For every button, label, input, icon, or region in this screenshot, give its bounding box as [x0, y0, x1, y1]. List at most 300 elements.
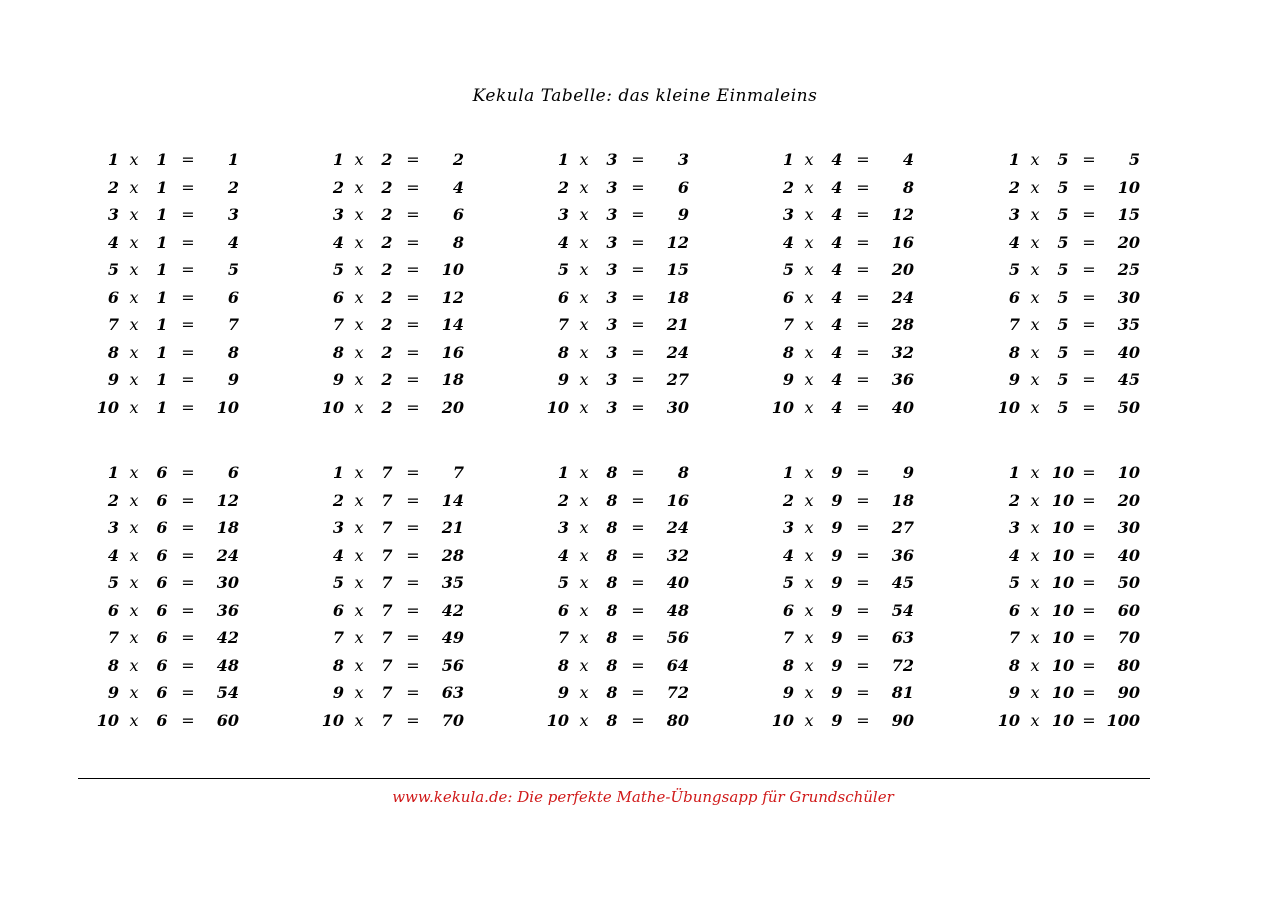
equals-sign: = — [856, 370, 870, 389]
multiplicand: 6 — [557, 600, 569, 620]
equals-sign: = — [856, 710, 870, 730]
equals-sign: = — [631, 315, 645, 334]
equals-sign: = — [1082, 177, 1096, 197]
multiplier: 10 — [1051, 545, 1075, 565]
product: 4 — [452, 177, 464, 197]
multiplier: 3 — [606, 397, 618, 417]
product: 10 — [1117, 463, 1140, 482]
product: 20 — [441, 397, 464, 417]
multiplicand: 5 — [332, 260, 344, 279]
equation-row — [543, 711, 733, 739]
equals-sign: = — [856, 342, 870, 362]
multiplier: 3 — [606, 150, 618, 169]
product: 80 — [1117, 655, 1140, 675]
product: 5 — [227, 260, 239, 279]
multiplier: 1 — [156, 342, 168, 362]
times-sign: x — [129, 397, 139, 417]
times-table-5 — [994, 150, 1184, 425]
multiplier: 6 — [156, 655, 168, 675]
multiplier: 8 — [606, 710, 618, 730]
multiplier: 10 — [1051, 683, 1075, 702]
times-sign: x — [804, 370, 814, 389]
equals-sign: = — [181, 628, 195, 647]
multiplicand: 8 — [332, 655, 344, 675]
multiplicand: 4 — [782, 232, 794, 252]
multiplier: 8 — [606, 628, 618, 647]
equation-row — [994, 656, 1184, 684]
multiplicand: 9 — [107, 683, 119, 702]
product: 8 — [677, 463, 689, 482]
multiplier: 4 — [831, 287, 843, 307]
times-sign: x — [1030, 342, 1040, 362]
footer-link[interactable]: www.kekula.de: Die perfekte Mathe-Übungsapp für Grundschüler — [392, 788, 894, 806]
multiplier: 10 — [1051, 573, 1075, 592]
multiplicand: 3 — [782, 205, 794, 224]
product: 28 — [441, 545, 464, 565]
multiplier: 9 — [831, 518, 843, 537]
multiplier: 2 — [381, 177, 393, 197]
times-table-3 — [543, 150, 733, 425]
multiplier: 4 — [831, 205, 843, 224]
equals-sign: = — [406, 518, 420, 537]
product: 30 — [216, 573, 239, 592]
times-sign: x — [354, 683, 364, 702]
multiplicand: 10 — [96, 397, 119, 417]
equation-row — [318, 370, 508, 398]
multiplier: 8 — [606, 600, 618, 620]
equation-row — [994, 463, 1184, 491]
equals-sign: = — [406, 205, 420, 224]
times-sign: x — [579, 205, 589, 224]
product: 60 — [1117, 600, 1140, 620]
equals-sign: = — [181, 177, 195, 197]
times-sign: x — [1030, 232, 1040, 252]
multiplier: 1 — [156, 370, 168, 389]
times-sign: x — [1030, 628, 1040, 647]
multiplier: 3 — [606, 260, 618, 279]
multiplicand: 9 — [332, 370, 344, 389]
times-sign: x — [129, 370, 139, 389]
equals-sign: = — [1082, 490, 1096, 510]
equation-row — [768, 315, 958, 343]
equation-row — [318, 343, 508, 371]
times-sign: x — [579, 655, 589, 675]
equation-row — [543, 491, 733, 519]
product: 72 — [891, 655, 914, 675]
product: 30 — [1117, 518, 1140, 537]
product: 64 — [666, 655, 689, 675]
product: 56 — [441, 655, 464, 675]
multiplier: 10 — [1051, 518, 1075, 537]
multiplicand: 8 — [557, 342, 569, 362]
multiplicand: 7 — [782, 315, 794, 334]
multiplicand: 6 — [782, 600, 794, 620]
equals-sign: = — [181, 260, 195, 279]
times-sign: x — [804, 545, 814, 565]
equals-sign: = — [631, 518, 645, 537]
equals-sign: = — [181, 370, 195, 389]
multiplier: 8 — [606, 545, 618, 565]
equals-sign: = — [1082, 150, 1096, 169]
equation-row — [543, 315, 733, 343]
multiplier: 5 — [1057, 370, 1069, 389]
equals-sign: = — [406, 287, 420, 307]
multiplicand: 6 — [107, 600, 119, 620]
times-sign: x — [1030, 518, 1040, 537]
multiplicand: 2 — [332, 490, 344, 510]
multiplier: 4 — [831, 397, 843, 417]
multiplier: 9 — [831, 573, 843, 592]
multiplier: 5 — [1057, 232, 1069, 252]
equals-sign: = — [181, 287, 195, 307]
multiplicand: 10 — [771, 710, 794, 730]
times-sign: x — [804, 260, 814, 279]
multiplier: 9 — [831, 683, 843, 702]
equation-row — [543, 656, 733, 684]
equals-sign: = — [1082, 205, 1096, 224]
product: 28 — [891, 315, 914, 334]
equals-sign: = — [1082, 683, 1096, 702]
equation-row — [93, 518, 283, 546]
equation-row — [768, 260, 958, 288]
equals-sign: = — [406, 600, 420, 620]
product: 42 — [216, 628, 239, 647]
times-sign: x — [579, 710, 589, 730]
multiplier: 6 — [156, 600, 168, 620]
product: 10 — [216, 397, 239, 417]
multiplicand: 10 — [771, 397, 794, 417]
equation-row — [994, 315, 1184, 343]
multiplicand: 10 — [321, 397, 344, 417]
multiplier: 7 — [381, 683, 393, 702]
equals-sign: = — [856, 177, 870, 197]
equals-sign: = — [631, 342, 645, 362]
multiplier: 5 — [1057, 177, 1069, 197]
times-sign: x — [579, 490, 589, 510]
product: 4 — [227, 232, 239, 252]
equals-sign: = — [181, 545, 195, 565]
product: 24 — [891, 287, 914, 307]
multiplier: 10 — [1051, 710, 1075, 730]
times-sign: x — [354, 177, 364, 197]
equation-row — [318, 601, 508, 629]
equation-row — [543, 546, 733, 574]
equals-sign: = — [631, 260, 645, 279]
equation-row — [318, 288, 508, 316]
multiplicand: 3 — [1008, 205, 1020, 224]
equation-row — [994, 398, 1184, 426]
times-sign: x — [129, 710, 139, 730]
times-sign: x — [804, 518, 814, 537]
equation-row — [543, 518, 733, 546]
times-sign: x — [579, 232, 589, 252]
multiplicand: 9 — [332, 683, 344, 702]
multiplier: 4 — [831, 315, 843, 334]
multiplier: 5 — [1057, 260, 1069, 279]
multiplicand: 8 — [332, 342, 344, 362]
product: 15 — [666, 260, 689, 279]
multiplicand: 6 — [557, 287, 569, 307]
equation-row — [768, 683, 958, 711]
product: 6 — [452, 205, 464, 224]
equation-row — [93, 463, 283, 491]
times-sign: x — [1030, 205, 1040, 224]
product: 60 — [216, 710, 239, 730]
multiplier: 5 — [1057, 315, 1069, 334]
multiplier: 7 — [381, 573, 393, 592]
equation-row — [994, 370, 1184, 398]
multiplicand: 4 — [107, 545, 119, 565]
multiplier: 9 — [831, 545, 843, 565]
multiplier: 4 — [831, 370, 843, 389]
times-sign: x — [354, 150, 364, 169]
times-sign: x — [354, 710, 364, 730]
times-sign: x — [804, 600, 814, 620]
times-sign: x — [579, 287, 589, 307]
product: 50 — [1117, 573, 1140, 592]
multiplier: 2 — [381, 205, 393, 224]
multiplier: 7 — [381, 545, 393, 565]
multiplier: 2 — [381, 370, 393, 389]
multiplicand: 7 — [1008, 315, 1020, 334]
multiplicand: 7 — [1008, 628, 1020, 647]
times-sign: x — [579, 260, 589, 279]
multiplicand: 8 — [782, 655, 794, 675]
equals-sign: = — [1082, 397, 1096, 417]
multiplier: 1 — [156, 397, 168, 417]
multiplicand: 2 — [107, 490, 119, 510]
times-sign: x — [129, 232, 139, 252]
equals-sign: = — [856, 205, 870, 224]
times-sign: x — [129, 600, 139, 620]
multiplier: 6 — [156, 463, 168, 482]
multiplier: 4 — [831, 177, 843, 197]
equation-row — [93, 683, 283, 711]
equals-sign: = — [406, 232, 420, 252]
multiplicand: 1 — [782, 150, 794, 169]
product: 27 — [666, 370, 689, 389]
multiplicand: 8 — [107, 342, 119, 362]
equation-row — [768, 205, 958, 233]
times-table-6 — [93, 463, 283, 738]
multiplicand: 10 — [546, 397, 569, 417]
equation-row — [768, 343, 958, 371]
multiplicand: 7 — [782, 628, 794, 647]
equation-row — [93, 370, 283, 398]
product: 20 — [1117, 490, 1140, 510]
multiplier: 8 — [606, 518, 618, 537]
product: 54 — [891, 600, 914, 620]
equals-sign: = — [856, 150, 870, 169]
multiplier: 3 — [606, 205, 618, 224]
equation-row — [768, 370, 958, 398]
multiplier: 8 — [606, 683, 618, 702]
multiplier: 6 — [156, 518, 168, 537]
equation-row — [994, 546, 1184, 574]
equals-sign: = — [1082, 287, 1096, 307]
equals-sign: = — [406, 315, 420, 334]
equals-sign: = — [1082, 628, 1096, 647]
equals-sign: = — [181, 518, 195, 537]
equals-sign: = — [1082, 463, 1096, 482]
product: 70 — [1117, 628, 1140, 647]
multiplicand: 1 — [107, 150, 119, 169]
multiplicand: 6 — [107, 287, 119, 307]
product: 30 — [1117, 287, 1140, 307]
times-table-2 — [318, 150, 508, 425]
times-sign: x — [354, 655, 364, 675]
multiplicand: 8 — [1008, 655, 1020, 675]
multiplier: 2 — [381, 287, 393, 307]
product: 63 — [441, 683, 464, 702]
product: 6 — [227, 287, 239, 307]
product: 12 — [666, 232, 689, 252]
equation-row — [994, 601, 1184, 629]
product: 18 — [441, 370, 464, 389]
times-sign: x — [804, 232, 814, 252]
multiplicand: 5 — [107, 260, 119, 279]
equation-row — [994, 491, 1184, 519]
equals-sign: = — [406, 397, 420, 417]
multiplicand: 2 — [107, 177, 119, 197]
multiplier: 10 — [1051, 600, 1075, 620]
equation-row — [768, 233, 958, 261]
equals-sign: = — [406, 655, 420, 675]
page-title: Kekula Tabelle: das kleine Einmaleins — [472, 86, 818, 106]
multiplier: 10 — [1051, 463, 1075, 482]
equation-row — [768, 288, 958, 316]
multiplier: 2 — [381, 232, 393, 252]
product: 63 — [891, 628, 914, 647]
times-sign: x — [129, 490, 139, 510]
equation-row — [318, 518, 508, 546]
times-sign: x — [804, 628, 814, 647]
equation-row — [93, 315, 283, 343]
multiplicand: 2 — [782, 490, 794, 510]
multiplicand: 2 — [1008, 177, 1020, 197]
equation-row — [994, 573, 1184, 601]
product: 21 — [666, 315, 689, 334]
multiplier: 6 — [156, 710, 168, 730]
multiplicand: 1 — [332, 463, 344, 482]
equals-sign: = — [406, 573, 420, 592]
multiplier: 10 — [1051, 655, 1075, 675]
product: 4 — [902, 150, 914, 169]
equals-sign: = — [631, 205, 645, 224]
product: 40 — [891, 397, 914, 417]
tables-row-1-5 — [0, 150, 1280, 440]
multiplicand: 1 — [1008, 150, 1020, 169]
product: 70 — [441, 710, 464, 730]
equation-row — [768, 628, 958, 656]
product: 24 — [666, 518, 689, 537]
multiplier: 9 — [831, 655, 843, 675]
equation-row — [994, 288, 1184, 316]
multiplier: 7 — [381, 518, 393, 537]
times-sign: x — [129, 573, 139, 592]
multiplier: 1 — [156, 315, 168, 334]
equals-sign: = — [631, 490, 645, 510]
equals-sign: = — [1082, 573, 1096, 592]
equation-row — [543, 683, 733, 711]
multiplicand: 9 — [557, 370, 569, 389]
times-table-9 — [768, 463, 958, 738]
equation-row — [543, 370, 733, 398]
multiplier: 5 — [1057, 287, 1069, 307]
equals-sign: = — [856, 655, 870, 675]
product: 8 — [452, 232, 464, 252]
product: 54 — [216, 683, 239, 702]
multiplier: 1 — [156, 232, 168, 252]
product: 12 — [441, 287, 464, 307]
multiplier: 5 — [1057, 205, 1069, 224]
equals-sign: = — [406, 342, 420, 362]
times-sign: x — [354, 545, 364, 565]
equals-sign: = — [631, 628, 645, 647]
times-sign: x — [804, 490, 814, 510]
multiplier: 9 — [831, 710, 843, 730]
equation-row — [543, 463, 733, 491]
equals-sign: = — [406, 545, 420, 565]
product: 32 — [666, 545, 689, 565]
equation-row — [318, 573, 508, 601]
multiplier: 4 — [831, 150, 843, 169]
times-sign: x — [1030, 260, 1040, 279]
times-sign: x — [804, 150, 814, 169]
times-sign: x — [579, 370, 589, 389]
multiplier: 7 — [381, 710, 393, 730]
product: 8 — [902, 177, 914, 197]
times-sign: x — [354, 370, 364, 389]
times-sign: x — [1030, 397, 1040, 417]
times-sign: x — [129, 545, 139, 565]
equals-sign: = — [406, 150, 420, 169]
equation-row — [768, 546, 958, 574]
times-sign: x — [804, 655, 814, 675]
equals-sign: = — [631, 655, 645, 675]
multiplicand: 2 — [332, 177, 344, 197]
times-sign: x — [804, 710, 814, 730]
product: 56 — [666, 628, 689, 647]
product: 2 — [452, 150, 464, 169]
equals-sign: = — [631, 287, 645, 307]
equation-row — [318, 463, 508, 491]
equation-row — [994, 343, 1184, 371]
equals-sign: = — [181, 600, 195, 620]
product: 16 — [891, 232, 914, 252]
multiplier: 1 — [156, 205, 168, 224]
times-sign: x — [579, 573, 589, 592]
times-sign: x — [804, 397, 814, 417]
product: 72 — [666, 683, 689, 702]
times-sign: x — [1030, 150, 1040, 169]
multiplicand: 10 — [96, 710, 119, 730]
times-table-10 — [994, 463, 1184, 738]
equation-row — [994, 711, 1184, 739]
equals-sign: = — [406, 710, 420, 730]
times-sign: x — [579, 342, 589, 362]
equation-row — [318, 711, 508, 739]
equation-row — [994, 260, 1184, 288]
multiplicand: 7 — [557, 315, 569, 334]
times-sign: x — [1030, 655, 1040, 675]
equation-row — [318, 683, 508, 711]
product: 18 — [891, 490, 914, 510]
product: 40 — [1117, 342, 1140, 362]
equation-row — [994, 628, 1184, 656]
multiplicand: 5 — [557, 573, 569, 592]
times-sign: x — [1030, 490, 1040, 510]
